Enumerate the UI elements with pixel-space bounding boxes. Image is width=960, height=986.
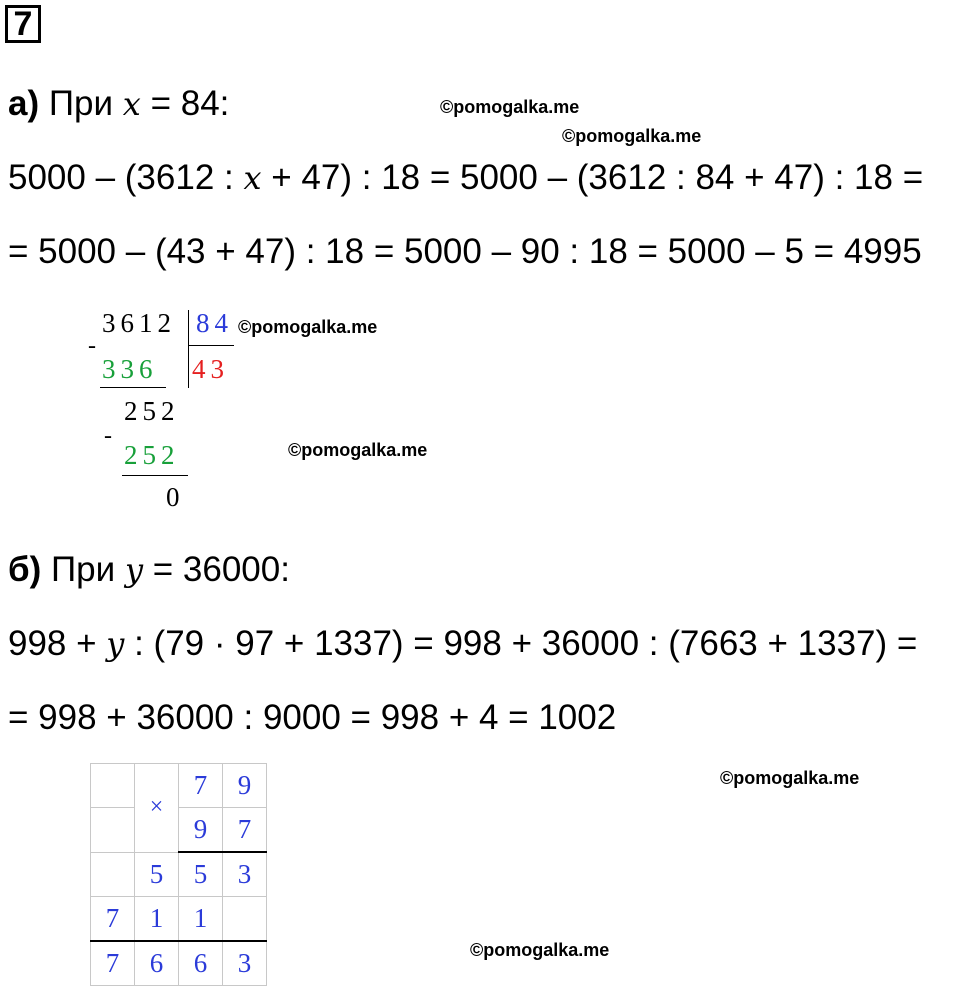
grid-row [91,764,267,808]
grid-cell: 7 [179,764,223,808]
grid-cell: 7 [223,808,267,853]
grid-cell: 5 [135,852,179,897]
watermark: ©pomogalka.me [470,940,610,960]
divisor: 84 [196,308,233,338]
grid-cell: 1 [179,897,223,942]
part-a-marker: а) [8,84,40,123]
grid-cell: 5 [179,852,223,897]
grid-row [91,852,267,897]
subtraction-line-1 [100,387,166,388]
minus-sign: - [104,423,112,449]
watermark: ©pomogalka.me [440,97,580,117]
grid-cell: 7 [91,897,135,942]
division-result: 0 [166,482,185,512]
grid-cell: 9 [223,764,267,808]
grid-cell [91,808,135,853]
quotient: 43 [192,354,229,384]
grid-cell: 6 [179,941,223,986]
part-a-line1 [8,158,923,198]
part-a-line1-part2: + 47) : 18 = 5000 – (3612 : 84 + 47) : 18 = [271,158,924,197]
part-b-intro-prefix: При [51,550,116,589]
grid-cell: 3 [223,852,267,897]
part-b-line2: = 998 + 36000 : 9000 = 998 + 4 = 1002 [8,698,617,737]
remainder-1: 252 [124,396,180,426]
watermark: ©pomogalka.me [238,317,378,337]
task-number: 7 [5,5,41,43]
part-b-intro-suffix: = 36000: [152,550,290,589]
part-a-variable: x [122,85,141,123]
multiply-sign: × [135,764,179,853]
part-a-intro-suffix: = 84: [150,84,230,123]
part-a-line2: = 5000 – (43 + 47) : 18 = 5000 – 90 : 18 = 5000 – 5 = 4995 [8,232,922,271]
divisor-underline [188,345,234,346]
part-b-variable: y [124,551,144,589]
part-a-intro-prefix: При [48,84,114,123]
part-b-line1-part1: 998 + [8,624,97,663]
part-b-line1 [8,624,917,664]
part-a-line1-variable: x [243,159,262,197]
grid-cell: 9 [179,808,223,853]
watermark: ©pomogalka.me [288,440,428,460]
part-b-marker: б) [8,550,42,589]
grid-row [91,941,267,986]
minus-sign: - [88,333,96,359]
dividend: 3612 [102,308,176,338]
grid-cell [91,764,135,808]
part-b-line1-part2: : (79 · 97 + 1337) = 998 + 36000 : (7663 + 1337) = [134,624,918,663]
part-a-intro [8,84,229,124]
grid-cell: 7 [91,941,135,986]
part-a-line1-part1: 5000 – (3612 : [8,158,234,197]
grid-cell [91,852,135,897]
grid-cell: 1 [135,897,179,942]
grid-row [91,808,267,853]
part-b-line1-variable: y [106,625,125,663]
subtrahend-2: 252 [124,440,180,470]
grid-cell: 6 [135,941,179,986]
subtraction-line-2 [122,475,188,476]
watermark: ©pomogalka.me [720,768,860,788]
division-bar [188,310,189,388]
grid-row [91,897,267,942]
subtrahend-1: 336 [102,354,158,384]
grid-cell: 3 [223,941,267,986]
watermark: ©pomogalka.me [562,126,702,146]
multiplication-grid [90,763,267,986]
part-b-intro [8,550,290,590]
grid-cell [223,897,267,942]
